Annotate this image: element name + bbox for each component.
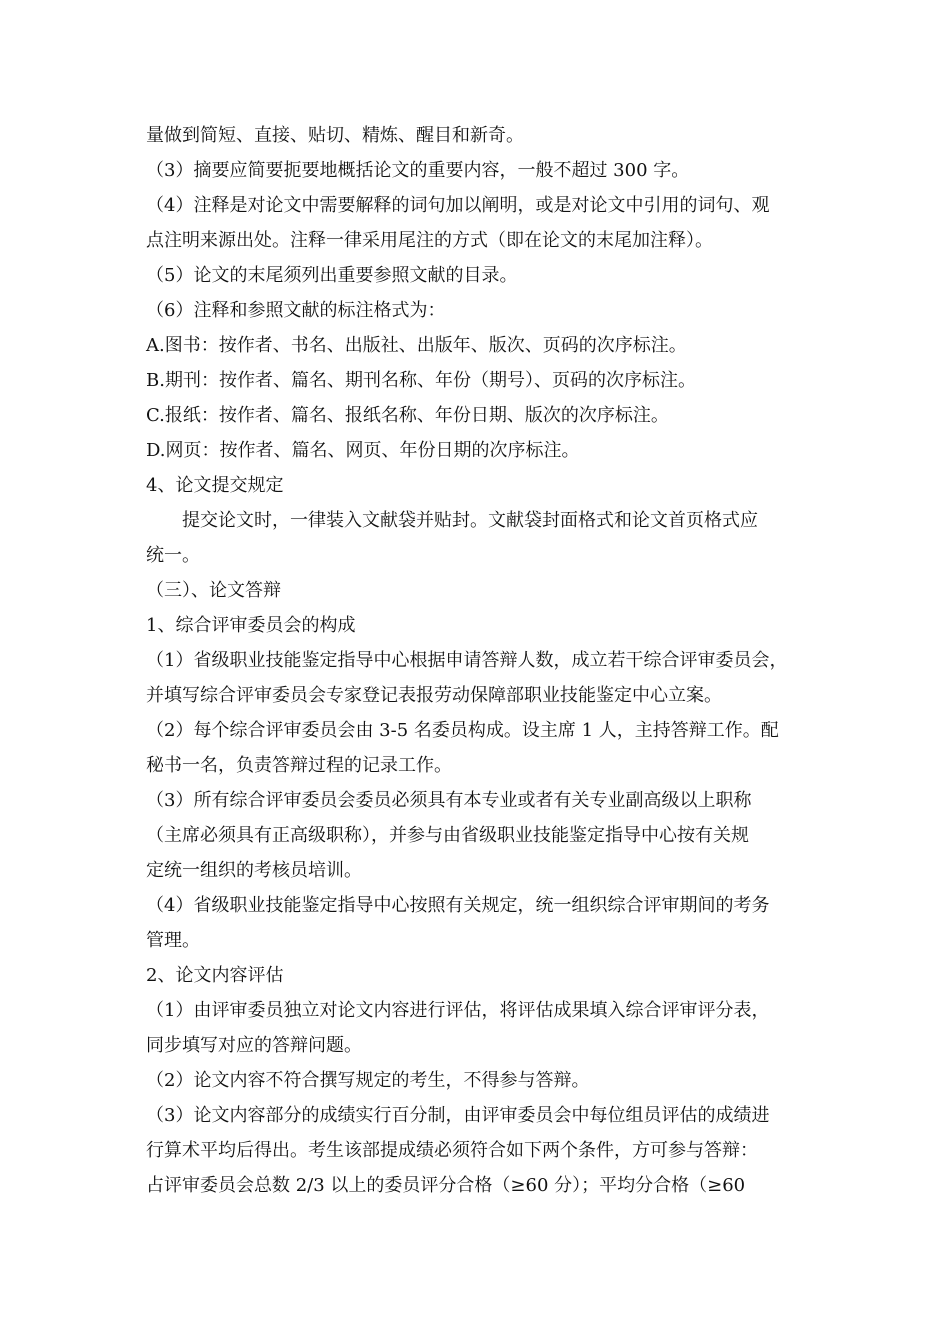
- text-line: B.期刊：按作者、篇名、期刊名称、年份（期号）、页码的次序标注。: [146, 370, 696, 391]
- text-line: （1）由评审委员独立对论文内容进行评估，将评估成果填入综合评审评分表，: [146, 1000, 770, 1021]
- section-heading: 4、论文提交规定: [146, 475, 284, 496]
- text-line: D.网页：按作者、篇名、网页、年份日期的次序标注。: [146, 440, 580, 461]
- text-line: 占评审委员会总数 2/3 以上的委员评分合格（≥60 分）；平均分合格（≥60: [146, 1175, 746, 1196]
- text-line: （5）论文的末尾须列出重要参照文献的目录。: [146, 265, 518, 286]
- text-line: 并填写综合评审委员会专家登记表报劳动保障部职业技能鉴定中心立案。: [146, 685, 722, 706]
- text-line: （4）注释是对论文中需要解释的词句加以阐明，或是对论文中引用的词句、观: [146, 195, 770, 216]
- text-line: 管理。: [146, 930, 200, 951]
- section-heading: 2、论文内容评估: [146, 965, 284, 986]
- section-heading: （三）、论文答辩: [146, 580, 281, 601]
- text-line: 点注明来源出处。注释一律采用尾注的方式（即在论文的末尾加注释）。: [146, 230, 713, 251]
- text-line: （2）每个综合评审委员会由 3-5 名委员构成。设主席 1 人，主持答辩工作。配: [146, 720, 779, 741]
- text-line: （6）注释和参照文献的标注格式为：: [146, 300, 446, 321]
- text-line: 提交论文时，一律装入文献袋并贴封。文献袋封面格式和论文首页格式应: [146, 510, 758, 531]
- text-line: （3）所有综合评审委员会委员必须具有本专业或者有关专业副高级以上职称: [146, 790, 752, 811]
- text-line: 统一。: [146, 545, 200, 566]
- section-heading: 1、综合评审委员会的构成: [146, 615, 356, 636]
- text-line: A.图书：按作者、书名、出版社、出版年、版次、页码的次序标注。: [146, 335, 687, 356]
- text-line: （2）论文内容不符合撰写规定的考生，不得参与答辩。: [146, 1070, 590, 1091]
- text-line: （主席必须具有正高级职称），并参与由省级职业技能鉴定指导中心按有关规: [146, 825, 749, 846]
- text-line: 定统一组织的考核员培训。: [146, 860, 362, 881]
- text-line: （3）摘要应简要扼要地概括论文的重要内容，一般不超过 300 字。: [146, 160, 690, 181]
- text-line: （3）论文内容部分的成绩实行百分制，由评审委员会中每位组员评估的成绩进: [146, 1105, 770, 1126]
- text-line: 同步填写对应的答辩问题。: [146, 1035, 362, 1056]
- text-line: （4）省级职业技能鉴定指导中心按照有关规定，统一组织综合评审期间的考务: [146, 895, 770, 916]
- text-line: 量做到简短、直接、贴切、精炼、醒目和新奇。: [146, 125, 524, 146]
- text-line: C.报纸：按作者、篇名、报纸名称、年份日期、版次的次序标注。: [146, 405, 669, 426]
- text-line: （1）省级职业技能鉴定指导中心根据申请答辩人数，成立若干综合评审委员会，: [146, 650, 788, 671]
- text-line: 行算术平均后得出。考生该部提成绩必须符合如下两个条件，方可参与答辩：: [146, 1140, 758, 1161]
- text-line: 秘书一名，负责答辩过程的记录工作。: [146, 755, 452, 776]
